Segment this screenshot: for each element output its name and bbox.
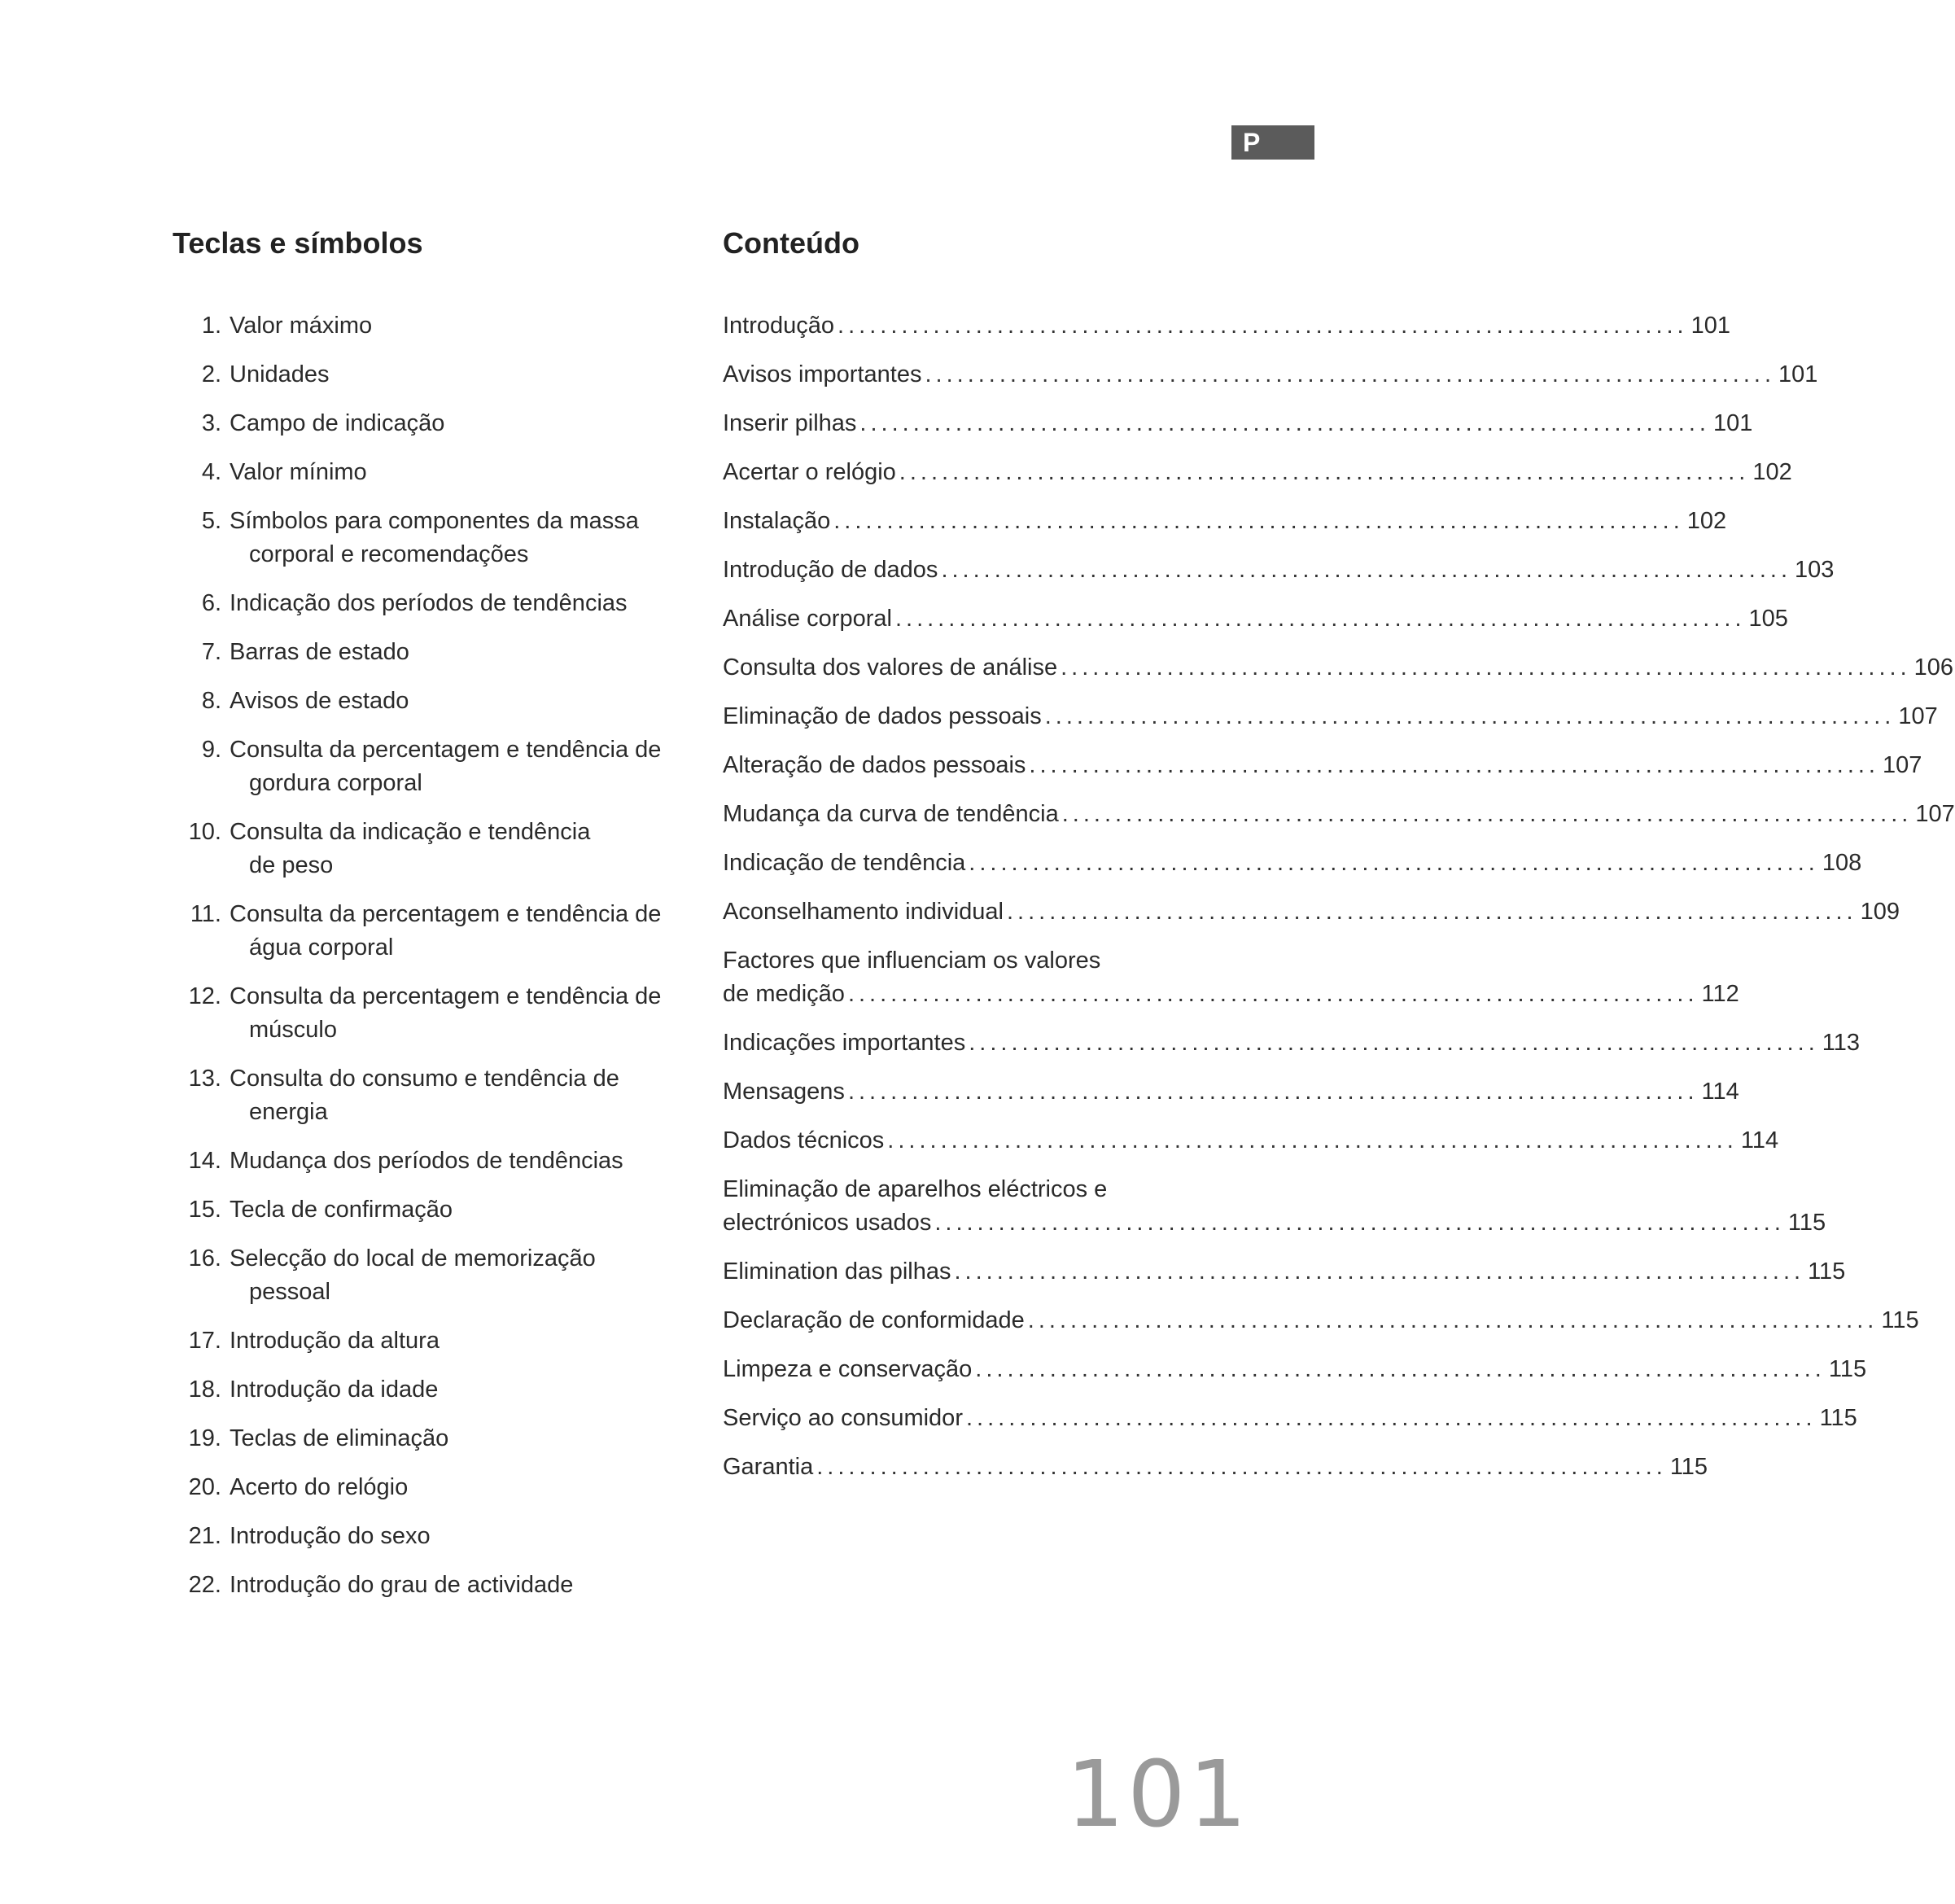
key-item-text: Unidades [230,361,330,387]
toc-entry[interactable] [723,1173,1826,1240]
toc-entry-title: Mudança da curva de tendência [723,801,1059,827]
toc-entry[interactable] [723,1451,1708,1484]
key-item-number: 8. [201,688,221,714]
key-item-text: Símbolos para componentes da massa [230,508,639,534]
toc-entry-page: 101 [1712,410,1753,436]
toc-entry-page: 115 [1819,1405,1857,1431]
toc-dot-leader: ................................................................................ [1027,1307,1878,1333]
toc-entry[interactable] [723,1353,1867,1386]
key-item [173,1520,693,1553]
key-item [173,1242,693,1309]
key-item [173,816,693,882]
key-item-number: 9. [201,737,221,763]
key-item-text-continued: pessoal [249,1279,330,1305]
toc-entry-page: 115 [1787,1210,1826,1236]
key-item-number: 5. [201,508,221,534]
toc-entry-page: 102 [1686,508,1727,534]
key-item-number: 21. [188,1523,221,1549]
toc-entry[interactable] [723,651,1954,685]
key-item-text: Consulta do consumo e tendência de [230,1066,619,1092]
toc-entry-page: 114 [1740,1127,1779,1153]
toc-entry-page: 107 [1898,703,1938,729]
toc-entry-title-first-line: Eliminação de aparelhos eléctricos e [723,1176,1108,1202]
key-item [173,309,693,343]
language-tab: P [1231,125,1314,160]
key-item-text: Introdução do sexo [230,1523,431,1549]
toc-entry[interactable] [723,895,1900,929]
toc-entry-page: 103 [1795,557,1835,583]
toc-dot-leader: ................................................................................ [894,606,1746,632]
table-of-contents [723,309,1955,1499]
toc-dot-leader: ................................................................................ [969,850,1819,876]
key-item [173,636,693,669]
toc-entry-title: Serviço ao consumidor [723,1405,963,1431]
toc-entry[interactable] [723,1255,1846,1289]
key-item-number: 15. [188,1197,221,1223]
key-item [173,1471,693,1504]
key-item-text: Introdução da idade [230,1377,439,1403]
key-item-number: 6. [201,590,221,616]
toc-entry-title: Inserir pilhas [723,410,857,436]
key-item-text: Consulta da percentagem e tendência de [230,901,662,927]
key-item-text: Valor mínimo [230,459,367,485]
key-item-text: Selecção do local de memorização [230,1245,596,1272]
toc-entry-title: Análise corporal [723,606,892,632]
key-item [173,1422,693,1455]
key-item [173,733,693,800]
key-item-number: 18. [188,1377,221,1403]
toc-entry-title: Garantia [723,1454,814,1480]
toc-entry[interactable] [723,1075,1739,1109]
toc-entry-title: electrónicos usados [723,1210,932,1236]
toc-dot-leader: ................................................................................ [1061,654,1911,681]
toc-dot-leader: ................................................................................ [934,1210,1785,1236]
key-item [173,685,693,718]
key-item [173,587,693,620]
toc-dot-leader: ................................................................................ [838,313,1688,339]
toc-entry-title: Introdução de dados [723,557,938,583]
key-item-number: 17. [188,1328,221,1354]
page-number: 101 [1066,1742,1250,1848]
toc-dot-leader: ................................................................................ [954,1258,1805,1285]
toc-entry-title: Declaração de conformidade [723,1307,1025,1333]
toc-dot-leader: ................................................................................ [847,1079,1699,1105]
toc-entry-title: Indicações importantes [723,1030,966,1056]
key-item-text: Consulta da indicação e tendência [230,819,591,845]
key-item-number: 14. [188,1148,221,1174]
toc-dot-leader: ................................................................................ [833,508,1684,534]
toc-entry-title: Eliminação de dados pessoais [723,703,1042,729]
toc-entry-page: 112 [1701,981,1739,1007]
key-item [173,1193,693,1227]
key-item-text: Introdução do grau de actividade [230,1572,574,1598]
toc-entry-title: Mensagens [723,1079,845,1105]
key-item-text: Campo de indicação [230,410,445,436]
key-item-text-continued: gordura corporal [249,770,422,796]
key-item-text: Consulta da percentagem e tendência de [230,983,662,1009]
toc-dot-leader: ................................................................................ [1007,899,1857,925]
toc-entry-title: Consulta dos valores de análise [723,654,1058,681]
toc-dot-leader: ................................................................................ [816,1454,1667,1480]
key-item-number: 10. [188,819,221,845]
toc-entry[interactable] [723,456,1792,489]
key-item-number: 16. [188,1245,221,1272]
toc-dot-leader: ................................................................................ [941,557,1792,583]
key-item [173,1324,693,1358]
key-item [173,1145,693,1178]
toc-entry-title: Avisos importantes [723,361,922,387]
key-item-number: 1. [201,313,221,339]
key-item-number: 2. [201,361,221,387]
toc-dot-leader: ................................................................................ [965,1405,1817,1431]
key-item [173,407,693,440]
toc-entry[interactable] [723,554,1835,587]
toc-dot-leader: ................................................................................ [899,459,1750,485]
key-item-number: 7. [201,639,221,665]
key-item [173,1062,693,1129]
toc-dot-leader: ................................................................................ [925,361,1776,387]
toc-entry-title-first-line: Factores que influenciam os valores [723,948,1101,974]
toc-entry[interactable] [723,1304,1919,1337]
toc-entry-title: Dados técnicos [723,1127,885,1153]
key-item-number: 19. [188,1425,221,1451]
key-item-text: Valor máximo [230,313,373,339]
key-item-text: Acerto do relógio [230,1474,409,1500]
key-item [173,358,693,392]
toc-entry[interactable] [723,407,1753,440]
contents-heading: Conteúdo [723,226,859,260]
key-item [173,1569,693,1602]
toc-entry-title: Acertar o relógio [723,459,896,485]
toc-entry-title: Instalação [723,508,831,534]
key-item-number: 3. [201,410,221,436]
toc-entry[interactable] [723,1402,1857,1435]
key-item-text-continued: de peso [249,852,334,878]
toc-entry-page: 107 [1915,801,1955,827]
toc-entry-page: 115 [1881,1307,1919,1333]
toc-entry[interactable] [723,309,1731,343]
key-item-text: Mudança dos períodos de tendências [230,1148,623,1174]
key-item-text: Introdução da altura [230,1328,440,1354]
key-item-text-continued: músculo [249,1017,337,1043]
toc-entry-page: 106 [1913,654,1954,681]
toc-entry-title: de medição [723,981,845,1007]
toc-dot-leader: ................................................................................ [887,1127,1738,1153]
toc-dot-leader: ................................................................................ [1029,752,1879,778]
key-item-number: 22. [188,1572,221,1598]
key-item [173,980,693,1047]
key-item [173,456,693,489]
key-item [173,1373,693,1407]
toc-entry-page: 108 [1822,850,1862,876]
toc-entry-title: Limpeza e conservação [723,1356,973,1382]
key-item-text: Barras de estado [230,639,409,665]
key-item-text-continued: energia [249,1099,328,1125]
toc-entry[interactable] [723,944,1739,1011]
toc-entry-page: 102 [1752,459,1792,485]
key-item-text: Teclas de eliminação [230,1425,449,1451]
keys-symbols-heading: Teclas e símbolos [173,226,423,260]
toc-entry[interactable] [723,1124,1779,1158]
key-item [173,505,693,571]
key-item-number: 11. [190,901,221,927]
key-item-text: Consulta da percentagem e tendência de [230,737,662,763]
toc-entry[interactable] [723,602,1788,636]
key-item-number: 13. [188,1066,221,1092]
toc-entry-page: 115 [1828,1356,1867,1382]
toc-dot-leader: ................................................................................ [859,410,1710,436]
key-item-text: Tecla de confirmação [230,1197,453,1223]
toc-entry-page: 115 [1808,1258,1846,1285]
toc-entry-page: 114 [1701,1079,1739,1105]
keys-symbols-list [173,309,693,1617]
toc-entry-page: 101 [1778,361,1818,387]
toc-entry[interactable] [723,847,1862,880]
toc-entry[interactable] [723,700,1938,733]
toc-entry-page: 109 [1860,899,1900,925]
toc-entry[interactable] [723,358,1818,392]
toc-entry[interactable] [723,749,1922,782]
key-item-text-continued: água corporal [249,934,394,961]
toc-entry-page: 107 [1883,752,1922,778]
key-item-number: 20. [188,1474,221,1500]
toc-entry[interactable] [723,505,1727,538]
key-item-text: Indicação dos períodos de tendências [230,590,628,616]
key-item-text-continued: corporal e recomendações [249,541,529,567]
toc-entry-page: 113 [1822,1030,1861,1056]
toc-dot-leader: ................................................................................ [969,1030,1819,1056]
toc-entry-title: Alteração de dados pessoais [723,752,1026,778]
toc-entry-title: Indicação de tendência [723,850,966,876]
toc-dot-leader: ................................................................................ [847,981,1699,1007]
toc-entry-title: Introdução [723,313,835,339]
toc-dot-leader: ................................................................................ [1044,703,1896,729]
key-item-number: 4. [201,459,221,485]
toc-dot-leader: ................................................................................ [1061,801,1913,827]
key-item-text: Avisos de estado [230,688,409,714]
key-item [173,898,693,965]
toc-entry-title: Elimination das pilhas [723,1258,951,1285]
toc-entry-page: 101 [1690,313,1731,339]
toc-entry[interactable] [723,798,1955,831]
key-item-number: 12. [188,983,221,1009]
toc-entry-page: 105 [1748,606,1788,632]
toc-entry-page: 115 [1669,1454,1708,1480]
toc-entry-title: Aconselhamento individual [723,899,1004,925]
toc-dot-leader: ................................................................................ [975,1356,1826,1382]
toc-entry[interactable] [723,1026,1861,1060]
